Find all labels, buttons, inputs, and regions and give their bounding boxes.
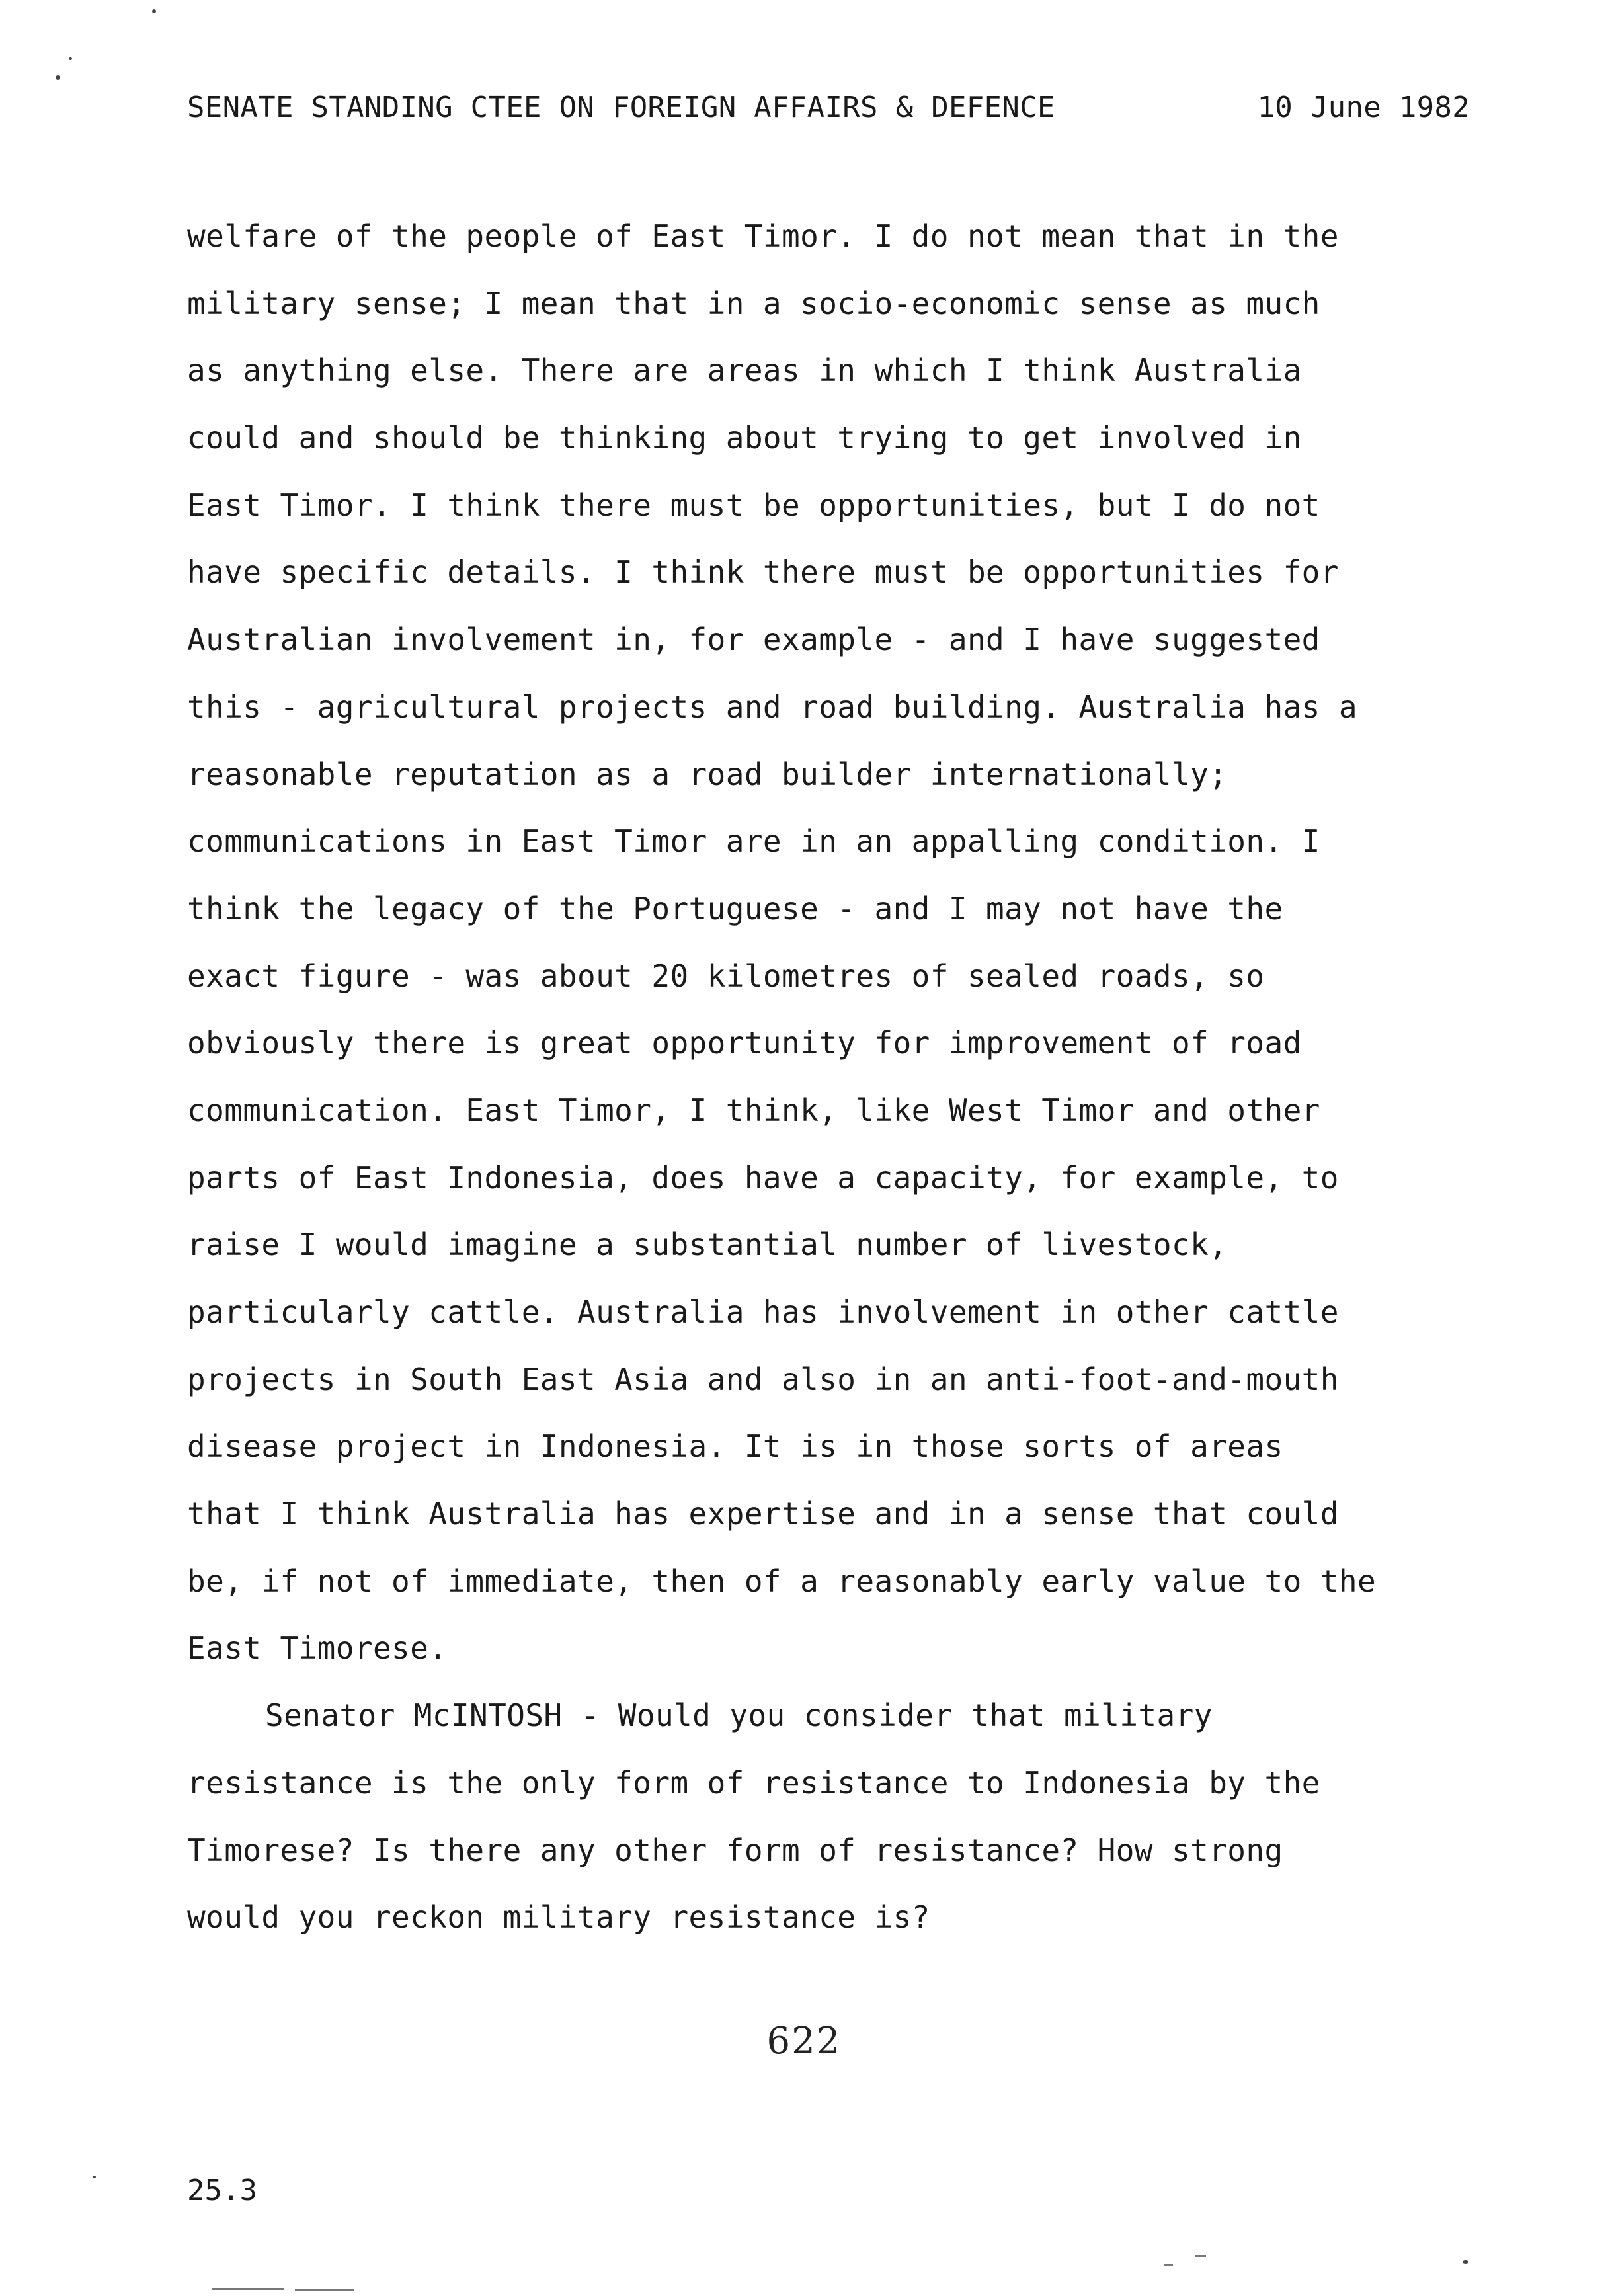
scan-mark	[212, 2288, 284, 2290]
text-line: military sense; I mean that in a socio-economic sense as much	[187, 285, 1320, 321]
text-line: East Timor. I think there must be opportunities, but I do not	[187, 487, 1320, 523]
text-line: be, if not of immediate, then of a reasonably early value to the	[187, 1563, 1377, 1599]
scan-mark	[1164, 2264, 1173, 2266]
text-line: obviously there is great opportunity for improvement of road	[187, 1025, 1302, 1061]
scan-speck	[93, 2176, 96, 2178]
scan-speck	[152, 9, 156, 13]
text-line: communication. East Timor, I think, like West Timor and other	[187, 1092, 1320, 1128]
scan-speck	[69, 57, 72, 60]
footer-code: 25.3	[187, 2174, 257, 2207]
text-line: reasonable reputation as a road builder internationally;	[187, 756, 1228, 792]
text-line: particularly cattle. Australia has involvement in other cattle	[187, 1294, 1339, 1330]
text-line: that I think Australia has expertise and in a sense that could	[187, 1496, 1339, 1532]
page-number: 622	[766, 2020, 842, 2063]
text-line: could and should be thinking about trying to get involved in	[187, 420, 1302, 456]
scan-mark	[1195, 2255, 1206, 2257]
text-line: parts of East Indonesia, does have a capacity, for example, to	[187, 1159, 1339, 1196]
text-line: disease project in Indonesia. It is in those sorts of areas	[187, 1428, 1283, 1465]
scan-mark	[295, 2289, 354, 2291]
text-line: raise I would imagine a substantial number of livestock,	[187, 1227, 1228, 1263]
text-line: exact figure - was about 20 kilometres of sealed roads, so	[187, 958, 1265, 994]
text-line: projects in South East Asia and also in an anti-foot-and-mouth	[187, 1361, 1339, 1397]
text-line: resistance is the only form of resistance to Indonesia by the	[187, 1764, 1320, 1801]
text-line: think the legacy of the Portuguese - and I may not have the	[187, 890, 1283, 926]
text-line: this - agricultural projects and road building. Australia has a	[187, 688, 1357, 725]
text-line: as anything else. There are areas in which I think Australia	[187, 352, 1302, 389]
text-line: welfare of the people of East Timor. I do not mean that in the	[187, 218, 1339, 254]
text-line: Australian involvement in, for example - and I have suggested	[187, 622, 1320, 658]
scan-speck	[1463, 2260, 1468, 2264]
text-line: Timorese? Is there any other form of resistance? How strong	[187, 1832, 1283, 1868]
text-line: would you reckon military resistance is?	[187, 1899, 930, 1936]
text-line: East Timorese.	[187, 1630, 448, 1666]
text-line: have specific details. I think there must be opportunities for	[187, 554, 1339, 591]
header-date: 10 June 1982	[1257, 91, 1470, 124]
speaker-line: Senator McINTOSH - Would you consider that military	[265, 1698, 1213, 1734]
text-line: communications in East Timor are in an appalling condition. I	[187, 823, 1320, 860]
page-header	[187, 85, 1470, 131]
transcript-body	[187, 213, 1483, 1961]
scan-speck	[56, 75, 60, 80]
header-title: SENATE STANDING CTEE ON FOREIGN AFFAIRS & DEFENCE	[187, 91, 1055, 124]
